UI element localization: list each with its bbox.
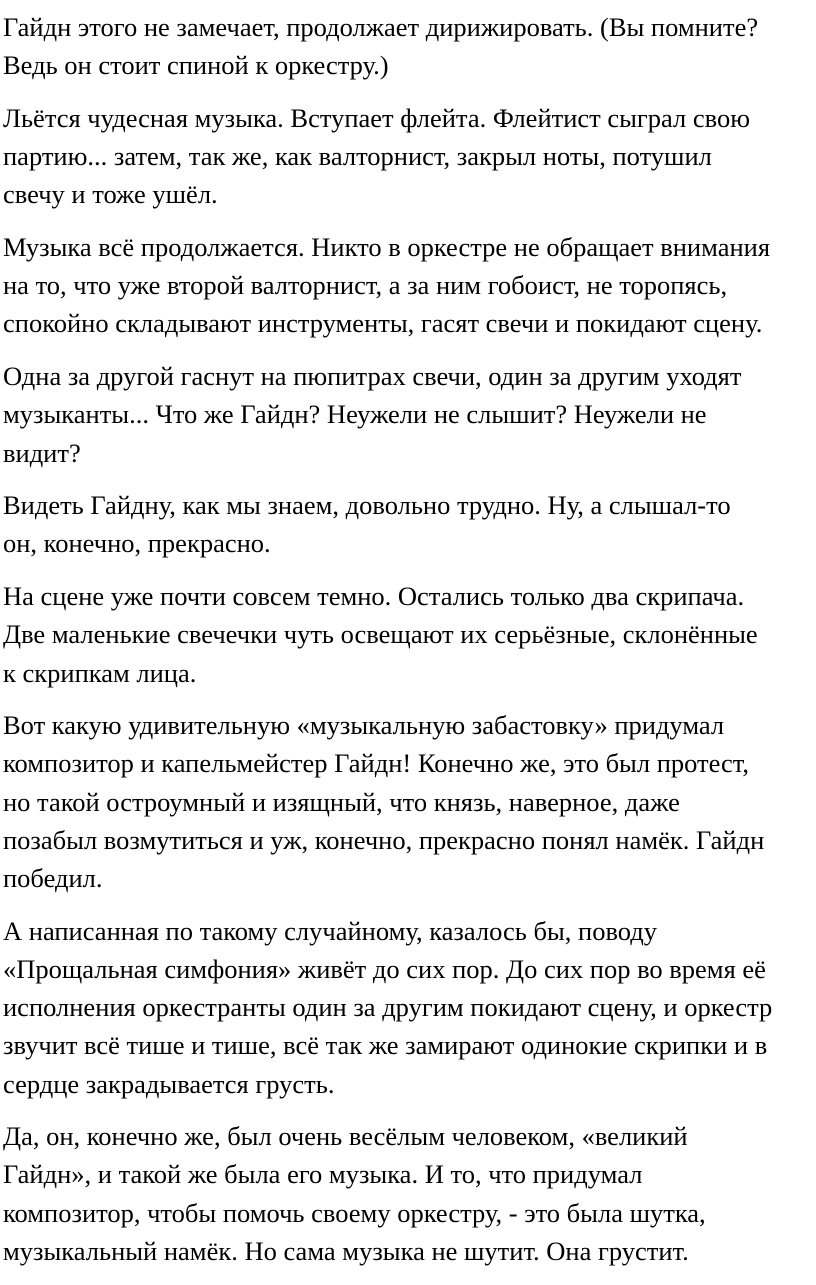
text-line: А написанная по такому случайному, казалось бы, поводу: [3, 915, 658, 946]
text-line: Да, он, конечно же, был очень весёлым человеком, «великий: [3, 1121, 688, 1152]
paragraph-8: [3, 912, 811, 1103]
text-line: Музыка всё продолжается. Никто в оркестре не обращает внимания: [3, 232, 771, 263]
text-line: Гайдн», и такой же была его музыка. И то, что придумал: [3, 1159, 643, 1190]
text-line: свечу и тоже ушёл.: [3, 179, 218, 210]
text-line: спокойно складывают инструменты, гасят свечи и покидают сцену.: [3, 308, 763, 339]
text-line: Одна за другой гаснут на пюпитрах свечи, один за другим уходят: [3, 361, 742, 392]
text-line: он, конечно, прекрасно.: [3, 528, 271, 559]
text-line: Ведь он стоит спиной к оркестру.): [3, 50, 389, 81]
text-line: музыкальный намёк. Но сама музыка не шутит. Она грустит.: [3, 1235, 689, 1266]
text-line: Две маленькие свечечки чуть освещают их серьёзные, склонённые: [3, 619, 758, 650]
paragraph-6: [3, 577, 811, 692]
paragraph-5: [3, 486, 811, 562]
text-line: исполнения оркестранты один за другим покидают сцену, и оркестр: [3, 992, 773, 1023]
text-line: партию... затем, так же, как валторнист, закрыл ноты, потушил: [3, 141, 712, 172]
text-line: композитор, чтобы помочь своему оркестру, - это была шутка,: [3, 1197, 706, 1228]
paragraph-2: [3, 99, 811, 214]
text-line: видит?: [3, 437, 81, 468]
text-line: Гайдн этого не замечает, продолжает дирижировать. (Вы помните?: [3, 12, 759, 42]
text-line: победил.: [3, 863, 103, 894]
text-line: звучит всё тише и тише, всё так же замирают одинокие скрипки и в: [3, 1030, 768, 1061]
paragraph-3: [3, 228, 811, 343]
text-line: музыканты... Что же Гайдн? Неужели не слышит? Неужели не: [3, 399, 707, 430]
text-line: Льётся чудесная музыка. Вступает флейта. Флейтист сыграл свою: [3, 102, 751, 133]
paragraph-4: [3, 357, 811, 472]
paragraph-1: [3, 8, 811, 84]
text-line: но такой остроумный и изящный, что князь, наверное, даже: [3, 786, 680, 817]
document-body: [3, 8, 811, 1285]
text-line: Видеть Гайдну, как мы знаем, довольно трудно. Ну, а слышал-то: [3, 490, 731, 521]
paragraph-7: [3, 706, 811, 897]
text-line: сердце закрадывается грусть.: [3, 1068, 335, 1099]
text-line: к скрипкам лица.: [3, 657, 197, 688]
text-line: На сцене уже почти совсем темно. Остались только два скрипача.: [3, 581, 745, 612]
text-line: композитор и капельмейстер Гайдн! Конечно же, это был протест,: [3, 748, 750, 779]
paragraph-9: [3, 1117, 811, 1270]
text-line: Вот какую удивительную «музыкальную забастовку» придумал: [3, 710, 725, 741]
text-line: на то, что уже второй валторнист, а за ним гобоист, не торопясь,: [3, 270, 728, 301]
text-line: «Прощальная симфония» живёт до сих пор. До сих пор во время её: [3, 953, 766, 984]
text-line: позабыл возмутиться и уж, конечно, прекрасно понял намёк. Гайдн: [3, 824, 765, 855]
